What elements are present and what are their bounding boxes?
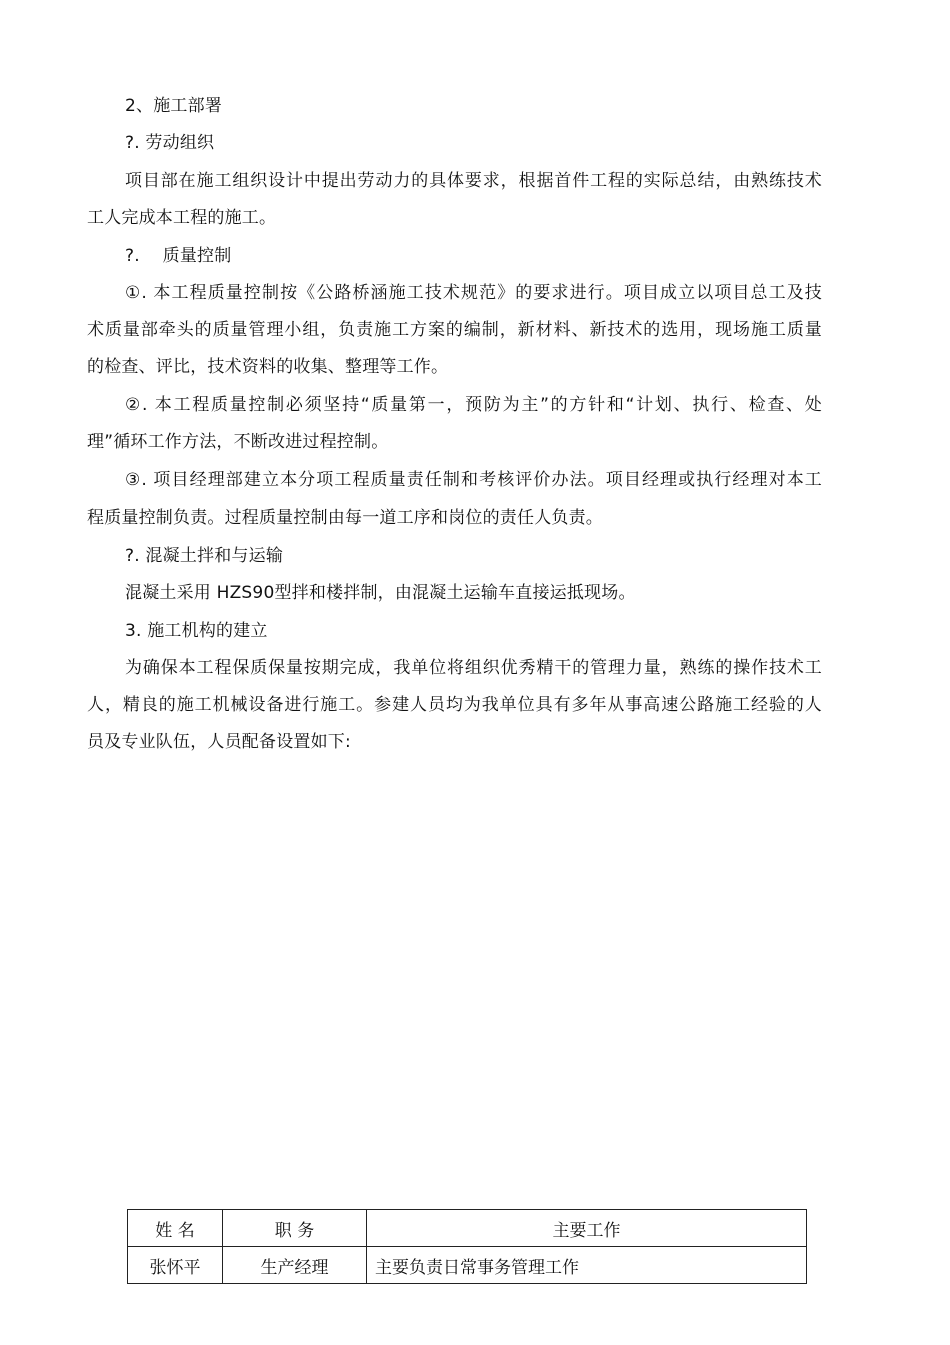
- table-header-row: [128, 1210, 807, 1247]
- paragraph-line: 员及专业队伍，人员配备设置如下:: [87, 732, 351, 752]
- paragraph-line: 的检查、评比，技术资料的收集、整理等工作。: [87, 357, 449, 377]
- paragraph-line: 混凝土采用 HZS90型拌和楼拌制，由混凝土运输车直接运抵现场。: [125, 583, 636, 603]
- paragraph-line: 为确保本工程保质保量按期完成，我单位将组织优秀精干的管理力量，熟练的操作技术工: [125, 658, 822, 678]
- header-name: 姓 名: [128, 1210, 223, 1247]
- paragraph-line: 工人完成本工程的施工。: [87, 208, 277, 228]
- cell-position: 生产经理: [223, 1247, 367, 1284]
- staff-table: [127, 1209, 807, 1284]
- paragraph-line: 术质量部牵头的质量管理小组，负责施工方案的编制，新材料、新技术的选用，现场施工质量: [87, 320, 822, 340]
- cell-name: 张怀平: [128, 1247, 223, 1284]
- paragraph-line: ②. 本工程质量控制必须坚持“质量第一，预防为主”的方针和“计划、执行、检查、处: [125, 395, 822, 415]
- subheading-quality: ?. 质量控制: [125, 246, 232, 266]
- subheading-concrete: ?. 混凝土拌和与运输: [125, 546, 284, 566]
- paragraph-line: ③. 项目经理部建立本分项工程质量责任制和考核评价办法。项目经理或执行经理对本工: [125, 470, 822, 490]
- paragraph-line: 理”循环工作方法，不断改进过程控制。: [87, 432, 389, 452]
- section-heading-deployment: 2、施工部署: [125, 96, 223, 116]
- section-heading-organization: 3. 施工机构的建立: [125, 621, 268, 641]
- paragraph-line: ①. 本工程质量控制按《公路桥涵施工技术规范》的要求进行。项目成立以项目总工及技: [125, 283, 822, 303]
- header-main-work: 主要工作: [367, 1210, 807, 1247]
- subheading-labor: ?. 劳动组织: [125, 133, 215, 153]
- table-row: [128, 1247, 807, 1284]
- cell-main-work: 主要负责日常事务管理工作: [367, 1247, 807, 1284]
- paragraph-line: 项目部在施工组织设计中提出劳动力的具体要求，根据首件工程的实际总结，由熟练技术: [125, 171, 822, 191]
- paragraph-line: 人，精良的施工机械设备进行施工。参建人员均为我单位具有多年从事高速公路施工经验的人: [87, 695, 822, 715]
- header-position: 职 务: [223, 1210, 367, 1247]
- paragraph-line: 程质量控制负责。过程质量控制由每一道工序和岗位的责任人负责。: [87, 508, 603, 528]
